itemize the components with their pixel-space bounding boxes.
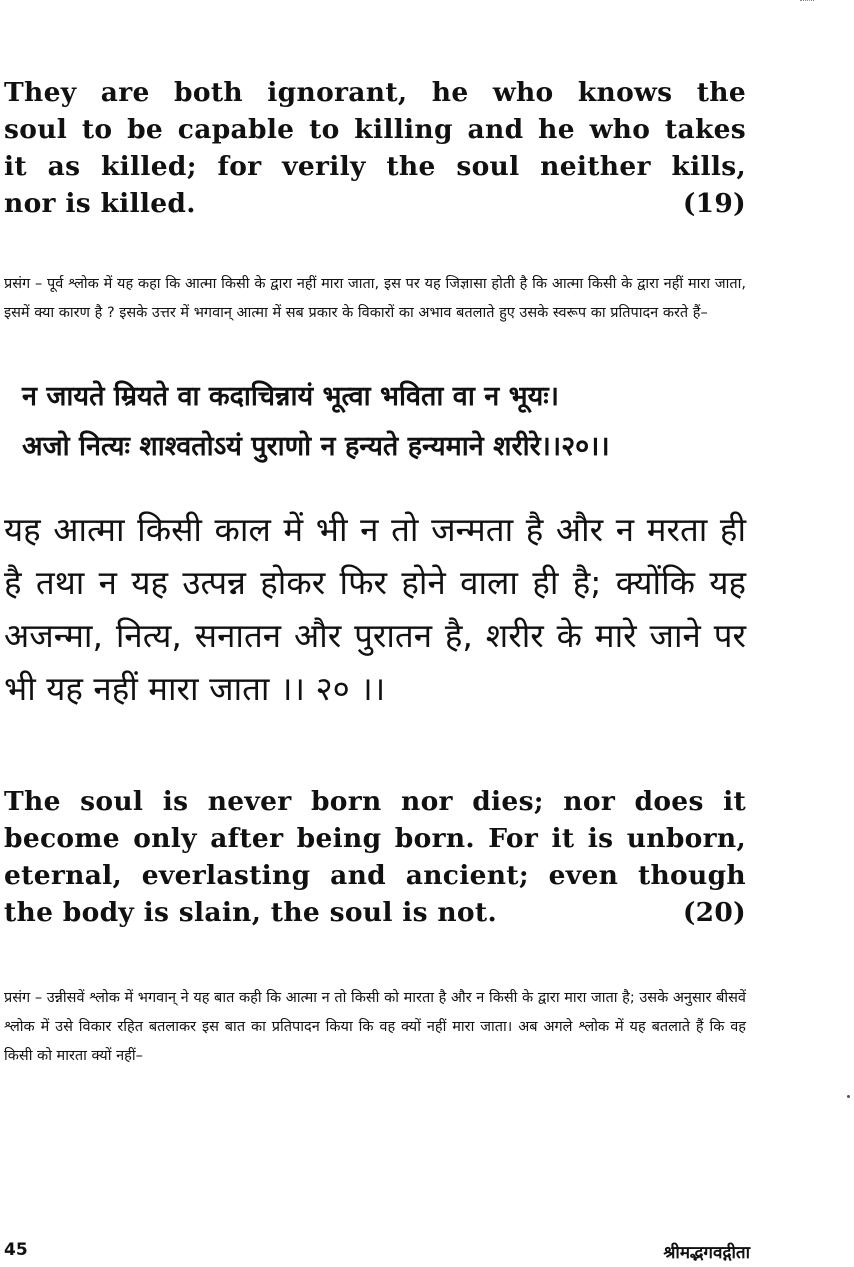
verse-19-line-4 — [4, 185, 746, 222]
verse-20-line-1: The soul is never born nor dies; nor does it — [4, 786, 746, 817]
verse-20-english — [4, 783, 746, 931]
sanskrit-shloka-20 — [22, 372, 752, 472]
hindi-translation-20: यह आत्मा किसी काल में भी न तो जन्मता है और न मरता ही है तथा न यह उत्पन्न होकर फिर होने वाला ही है; क्योंकि यह अजन्मा, नित्य, सनातन और पुरातन है, शरीर के मारे जाने पर भी यह नहीं मारा जाता ।। २० ।। — [4, 510, 746, 708]
verse-19-line-3: it as killed; for verily the soul neither kills, — [4, 151, 746, 182]
verse-19-english — [4, 74, 746, 222]
book-title: श्रीमद्भगवद्गीता — [663, 1243, 750, 1263]
verse-19-line-2: soul to be capable to killing and he who takes — [4, 114, 746, 145]
verse-20-number: (20) — [682, 897, 746, 928]
verse-20-line-2: become only after being born. For it is unborn, — [4, 823, 746, 854]
margin-speck — [847, 1095, 850, 1098]
context-paragraph-21: प्रसंग – उन्नीसवें श्लोक में भगवान् ने यह बात कही कि आत्मा न तो किसी को मारता है और न किसी के द्वारा मारा जाता है; उसके अनुसार बीसवें श्लोक में उसे विकार रहित बतलाकर इस बात का प्रतिपादन किया कि वह क्यों नहीं मारा जाता। अब अगले श्लोक में यह बतलाते हैं कि वह किसी को मारता क्यों नहीं– — [4, 990, 746, 1064]
page-corner-mark — [800, 0, 814, 5]
verse-19-line-1: They are both ignorant, he who knows the — [4, 77, 746, 108]
page-footer — [4, 1240, 750, 1263]
verse-20-line-4-text: the body is slain, the soul is not. — [4, 897, 497, 928]
context-paragraph-20: प्रसंग – पूर्व श्लोक में यह कहा कि आत्मा किसी के द्वारा नहीं मारा जाता, इस पर यह जिज्ञासा होती है कि आत्मा किसी के द्वारा नहीं मारा जाता, इसमें क्या कारण है ? इसके उत्तर में भगवान् आत्मा में सब प्रकार के विकारों का अभाव बतलाते हुए उसके स्वरूप का प्रतिपादन करते हैं– — [4, 276, 746, 321]
page-number: 45 — [4, 1240, 28, 1260]
sanskrit-line-2: अजो नित्यः शाश्वतोऽयं पुराणो न हन्यते हन्यमाने शरीरे।।२०।। — [22, 431, 610, 462]
verse-19-number: (19) — [682, 188, 746, 219]
verse-20-line-4 — [4, 894, 746, 931]
sanskrit-line-1: न जायते म्रियते वा कदाचिन्नायं भूत्वा भविता वा न भूयः। — [22, 381, 559, 412]
verse-19-line-4-text: nor is killed. — [4, 188, 196, 219]
verse-20-line-3: eternal, everlasting and ancient; even though — [4, 860, 746, 891]
